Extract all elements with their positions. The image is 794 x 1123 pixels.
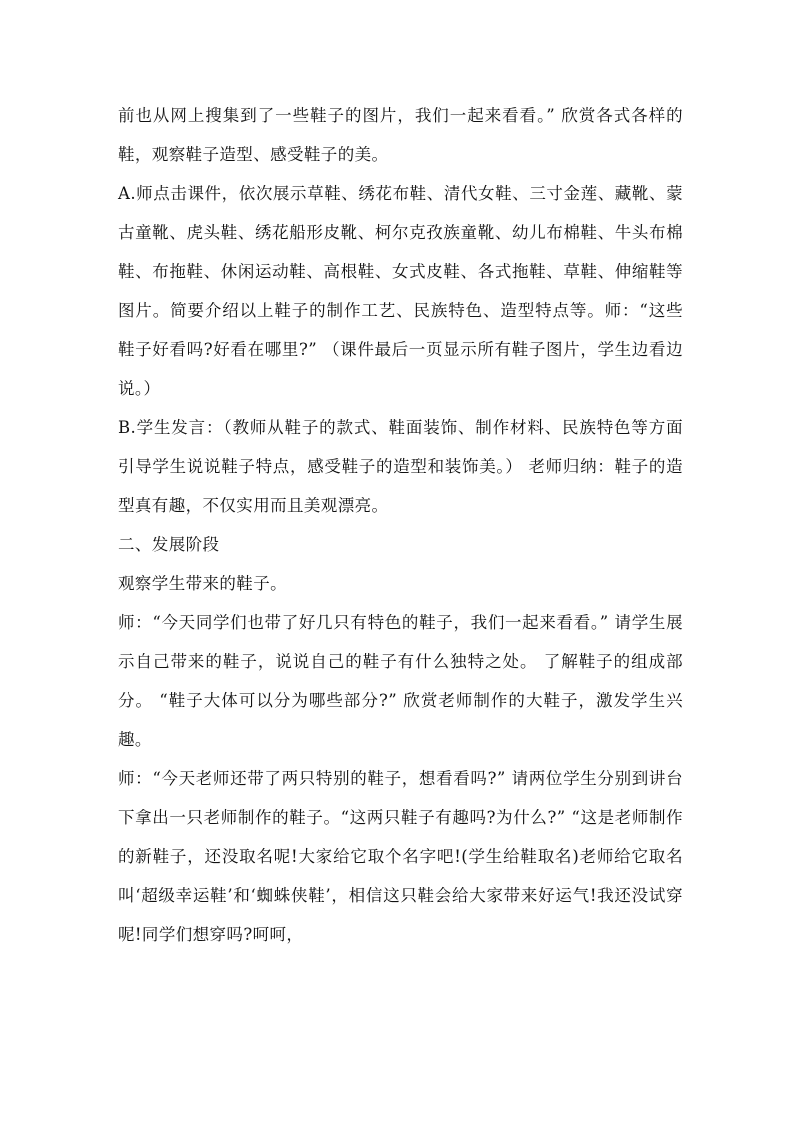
section-heading-development: 二、发展阶段: [118, 535, 220, 554]
paragraph-teacher-shoes: 师：“今天老师还带了两只特别的鞋子，想看看吗?” 请两位学生分别到讲台下拿出一只老师制作的鞋子。“这两只鞋子有趣吗?为什么?” “这是老师制作的新鞋子，还没取名呢!大家给它取个名字吧!(学生给鞋取名)老师给它取名叫‘超级幸运鞋’和‘蜘蛛侠鞋’，相信这只鞋会给大家带来好运气!我还没试穿呢!同学们想穿吗?呵呵，: [118, 769, 683, 944]
paragraph-step-b: B.学生发言：（教师从鞋子的款式、鞋面装饰、制作材料、民族特色等方面引导学生说说鞋子特点，感受鞋子的造型和装饰美。） 老师归纳：鞋子的造型真有趣，不仅实用而且美观漂亮。: [118, 418, 683, 515]
document-body: [118, 96, 683, 954]
paragraph-student-shoes: 师：“今天同学们也带了好几只有特色的鞋子，我们一起来看看。” 请学生展示自己带来的鞋子，说说自己的鞋子有什么独特之处。 了解鞋子的组成部分。 “鞋子大体可以分为哪些部分?” 欣赏老师制作的大鞋子，激发学生兴趣。: [118, 613, 683, 749]
paragraph-step-a: A.师点击课件，依次展示草鞋、绣花布鞋、清代女鞋、三寸金莲、藏靴、蒙古童靴、虎头鞋、绣花船形皮靴、柯尔克孜族童靴、幼儿布棉鞋、牛头布棉鞋、布拖鞋、休闲运动鞋、高根鞋、女式皮鞋、各式拖鞋、草鞋、伸缩鞋等图片。简要介绍以上鞋子的制作工艺、民族特色、造型特点等。师：“这些鞋子好看吗?好看在哪里?” （课件最后一页显示所有鞋子图片，学生边看边说。）: [118, 184, 683, 398]
paragraph-observe-shoes: 观察学生带来的鞋子。: [118, 574, 287, 593]
paragraph-intro-continued: 前也从网上搜集到了一些鞋子的图片，我们一起来看看。” 欣赏各式各样的鞋，观察鞋子造型、感受鞋子的美。: [118, 106, 683, 164]
